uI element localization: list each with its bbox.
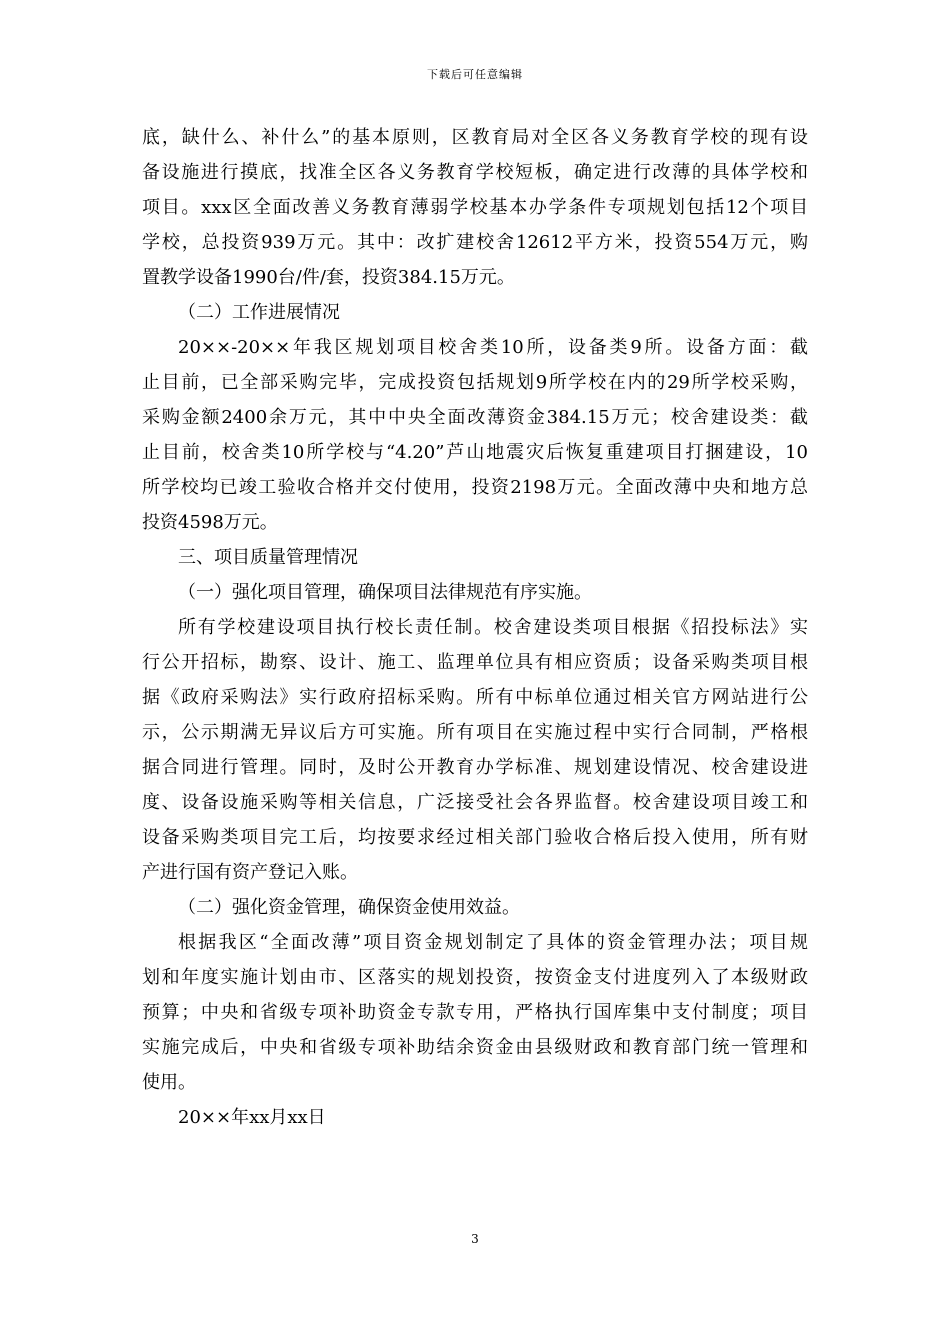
page-header: 下载后可任意编辑 (427, 68, 523, 81)
document-body (142, 120, 808, 1135)
text-line: 划和年度实施计划由市、区落实的规划投资，按资金支付进度列入了本级财政 (142, 967, 808, 988)
text-line: 所学校均已竣工验收合格并交付使用，投资2198万元。全面改薄中央和地方总 (142, 477, 808, 498)
text-line: （一）强化项目管理，确保项目法律规范有序实施。 (178, 582, 592, 603)
text-line: 止目前，校舍类10所学校与“4.20”芦山地震灾后恢复重建项目打捆建设，10 (142, 442, 808, 463)
text-line: 行公开招标，勘察、设计、施工、监理单位具有相应资质；设备采购类项目根 (142, 652, 808, 673)
text-line: （二）工作进展情况 (178, 302, 340, 323)
text-line: 设备采购类项目完工后，均按要求经过相关部门验收合格后投入使用，所有财 (142, 827, 808, 848)
text-line: 20××年xx月xx日 (178, 1107, 326, 1128)
text-line: 项目。xxx区全面改善义务教育薄弱学校基本办学条件专项规划包括12个项目 (142, 197, 808, 218)
text-line: 根据我区“全面改薄”项目资金规划制定了具体的资金管理办法；项目规 (178, 932, 808, 953)
text-line: 示，公示期满无异议后方可实施。所有项目在实施过程中实行合同制，严格根 (142, 722, 808, 743)
text-line: 使用。 (142, 1072, 196, 1093)
text-line: 备设施进行摸底，找准全区各义务教育学校短板，确定进行改薄的具体学校和 (142, 162, 808, 183)
text-line: 底，缺什么、补什么”的基本原则，区教育局对全区各义务教育学校的现有设 (142, 127, 808, 148)
text-line: （二）强化资金管理，确保资金使用效益。 (178, 897, 520, 918)
text-line: 实施完成后，中央和省级专项补助结余资金由县级财政和教育部门统一管理和 (142, 1037, 808, 1058)
text-line: 置教学设备1990台/件/套，投资384.15万元。 (142, 267, 515, 288)
text-line: 止目前，已全部采购完毕，完成投资包括规划9所学校在内的29所学校采购， (142, 372, 808, 393)
text-line: 20××-20××年我区规划项目校舍类10所，设备类9所。设备方面：截 (178, 337, 808, 358)
text-line: 据《政府采购法》实行政府招标采购。所有中标单位通过相关官方网站进行公 (142, 687, 808, 708)
text-line: 据合同进行管理。同时，及时公开教育办学标准、规划建设情况、校舍建设进 (142, 757, 808, 778)
text-line: 投资4598万元。 (142, 512, 278, 533)
text-line: 所有学校建设项目执行校长责任制。校舍建设类项目根据《招投标法》实 (178, 617, 808, 638)
text-line: 产进行国有资产登记入账。 (142, 862, 358, 883)
text-line: 度、设备设施采购等相关信息，广泛接受社会各界监督。校舍建设项目竣工和 (142, 792, 808, 813)
text-line: 采购金额2400余万元，其中中央全面改薄资金384.15万元；校舍建设类：截 (142, 407, 808, 428)
text-line: 三、项目质量管理情况 (178, 547, 358, 568)
text-line: 学校，总投资939万元。其中：改扩建校舍12612平方米，投资554万元，购 (142, 232, 808, 253)
text-line: 预算；中央和省级专项补助资金专款专用，严格执行国库集中支付制度；项目 (142, 1002, 808, 1023)
page-number: 3 (471, 1232, 479, 1246)
